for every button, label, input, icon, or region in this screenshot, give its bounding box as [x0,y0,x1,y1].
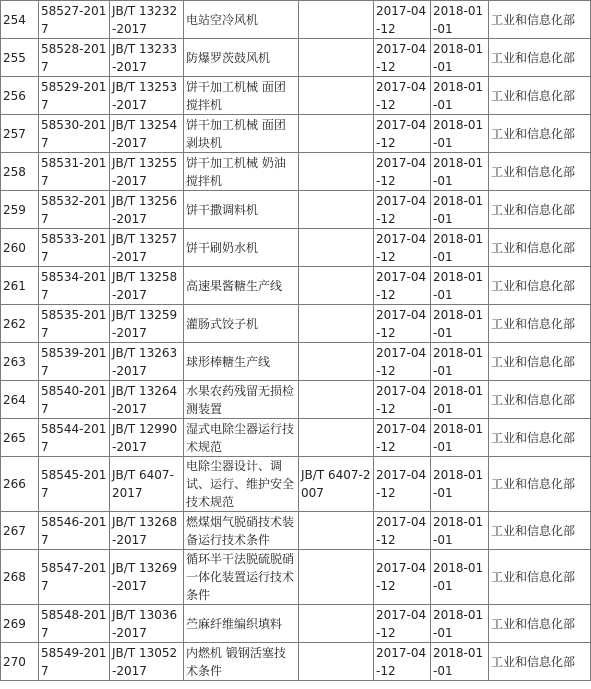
row-number-cell: 264 [1,381,39,419]
implement-date-cell: 2018-01-01 [431,457,489,512]
implement-date-cell: 2018-01-01 [431,419,489,457]
department-cell: 工业和信息化部 [489,153,591,191]
standard-name-cell: 饼干撒调料机 [184,191,299,229]
standard-name-cell: 内燃机 锻钢活塞技术条件 [184,643,299,681]
department-cell: 工业和信息化部 [489,77,591,115]
implement-date-cell: 2018-01-01 [431,512,489,550]
replaced-standard-cell [299,381,374,419]
row-number-cell: 263 [1,343,39,381]
table-row [1,153,591,191]
standard-name-cell: 湿式电除尘器运行技术规范 [184,419,299,457]
standard-code-cell: JB/T 13264-2017 [110,381,184,419]
row-number-cell: 267 [1,512,39,550]
department-cell: 工业和信息化部 [489,39,591,77]
table-row [1,512,591,550]
publish-date-cell: 2017-04-12 [374,457,431,512]
plan-number-cell: 58533-2017 [39,229,110,267]
plan-number-cell: 58547-2017 [39,550,110,605]
standard-name-cell: 苎麻纤维编织填料 [184,605,299,643]
table-row [1,191,591,229]
replaced-standard-cell [299,77,374,115]
standard-code-cell: JB/T 13268-2017 [110,512,184,550]
row-number-cell: 265 [1,419,39,457]
standard-code-cell: JB/T 13258-2017 [110,267,184,305]
replaced-standard-cell [299,39,374,77]
publish-date-cell: 2017-04-12 [374,267,431,305]
standard-name-cell: 循环半干法脱硫脱硝一体化装置运行技术条件 [184,550,299,605]
standard-code-cell: JB/T 13257-2017 [110,229,184,267]
replaced-standard-cell [299,153,374,191]
plan-number-cell: 58528-2017 [39,39,110,77]
standard-code-cell: JB/T 6407-2017 [110,457,184,512]
department-cell: 工业和信息化部 [489,381,591,419]
standard-code-cell: JB/T 13254-2017 [110,115,184,153]
publish-date-cell: 2017-04-12 [374,153,431,191]
department-cell: 工业和信息化部 [489,229,591,267]
table-row [1,550,591,605]
department-cell: 工业和信息化部 [489,1,591,39]
plan-number-cell: 58531-2017 [39,153,110,191]
standard-code-cell: JB/T 13233-2017 [110,39,184,77]
replaced-standard-cell [299,115,374,153]
plan-number-cell: 58535-2017 [39,305,110,343]
publish-date-cell: 2017-04-12 [374,381,431,419]
department-cell: 工业和信息化部 [489,115,591,153]
row-number-cell: 260 [1,229,39,267]
row-number-cell: 257 [1,115,39,153]
table-row [1,605,591,643]
plan-number-cell: 58539-2017 [39,343,110,381]
table-row [1,343,591,381]
row-number-cell: 266 [1,457,39,512]
standard-code-cell: JB/T 13269-2017 [110,550,184,605]
replaced-standard-cell [299,512,374,550]
standard-name-cell: 球形棒糖生产线 [184,343,299,381]
standard-code-cell: JB/T 13256-2017 [110,191,184,229]
department-cell: 工业和信息化部 [489,267,591,305]
department-cell: 工业和信息化部 [489,457,591,512]
implement-date-cell: 2018-01-01 [431,605,489,643]
department-cell: 工业和信息化部 [489,343,591,381]
standard-name-cell: 饼干刷奶水机 [184,229,299,267]
standard-name-cell: 防爆罗茨鼓风机 [184,39,299,77]
row-number-cell: 254 [1,1,39,39]
publish-date-cell: 2017-04-12 [374,643,431,681]
standard-code-cell: JB/T 13232-2017 [110,1,184,39]
table-row [1,39,591,77]
implement-date-cell: 2018-01-01 [431,39,489,77]
replaced-standard-cell [299,643,374,681]
implement-date-cell: 2018-01-01 [431,381,489,419]
row-number-cell: 256 [1,77,39,115]
row-number-cell: 261 [1,267,39,305]
standard-name-cell: 电除尘器设计、调试、运行、维护安全技术规范 [184,457,299,512]
plan-number-cell: 58530-2017 [39,115,110,153]
row-number-cell: 255 [1,39,39,77]
plan-number-cell: 58540-2017 [39,381,110,419]
table-body [1,1,591,681]
table-row [1,305,591,343]
publish-date-cell: 2017-04-12 [374,229,431,267]
standard-name-cell: 高速果酱糖生产线 [184,267,299,305]
publish-date-cell: 2017-04-12 [374,1,431,39]
implement-date-cell: 2018-01-01 [431,267,489,305]
row-number-cell: 258 [1,153,39,191]
row-number-cell: 269 [1,605,39,643]
plan-number-cell: 58548-2017 [39,605,110,643]
table-row [1,381,591,419]
department-cell: 工业和信息化部 [489,643,591,681]
publish-date-cell: 2017-04-12 [374,77,431,115]
replaced-standard-cell [299,419,374,457]
plan-number-cell: 58534-2017 [39,267,110,305]
replaced-standard-cell [299,550,374,605]
department-cell: 工业和信息化部 [489,419,591,457]
implement-date-cell: 2018-01-01 [431,550,489,605]
replaced-standard-cell [299,605,374,643]
standard-name-cell: 燃煤烟气脱硝技术装备运行技术条件 [184,512,299,550]
implement-date-cell: 2018-01-01 [431,77,489,115]
standard-code-cell: JB/T 13036-2017 [110,605,184,643]
row-number-cell: 270 [1,643,39,681]
replaced-standard-cell [299,1,374,39]
department-cell: 工业和信息化部 [489,550,591,605]
publish-date-cell: 2017-04-12 [374,343,431,381]
standard-name-cell: 饼干加工机械 奶油搅拌机 [184,153,299,191]
plan-number-cell: 58527-2017 [39,1,110,39]
plan-number-cell: 58549-2017 [39,643,110,681]
plan-number-cell: 58532-2017 [39,191,110,229]
standard-code-cell: JB/T 13259-2017 [110,305,184,343]
department-cell: 工业和信息化部 [489,512,591,550]
replaced-standard-cell [299,267,374,305]
standard-code-cell: JB/T 13253-2017 [110,77,184,115]
implement-date-cell: 2018-01-01 [431,643,489,681]
publish-date-cell: 2017-04-12 [374,550,431,605]
implement-date-cell: 2018-01-01 [431,343,489,381]
replaced-standard-cell [299,229,374,267]
standard-name-cell: 水果农药残留无损检测装置 [184,381,299,419]
plan-number-cell: 58546-2017 [39,512,110,550]
standard-code-cell: JB/T 13263-2017 [110,343,184,381]
replaced-standard-cell: JB/T 6407-2007 [299,457,374,512]
standard-name-cell: 饼干加工机械 面团剥块机 [184,115,299,153]
implement-date-cell: 2018-01-01 [431,1,489,39]
implement-date-cell: 2018-01-01 [431,191,489,229]
table-row [1,1,591,39]
replaced-standard-cell [299,191,374,229]
plan-number-cell: 58529-2017 [39,77,110,115]
table-row [1,115,591,153]
table-row [1,643,591,681]
replaced-standard-cell [299,343,374,381]
standard-code-cell: JB/T 12990-2017 [110,419,184,457]
publish-date-cell: 2017-04-12 [374,419,431,457]
publish-date-cell: 2017-04-12 [374,39,431,77]
department-cell: 工业和信息化部 [489,605,591,643]
row-number-cell: 262 [1,305,39,343]
table-row [1,419,591,457]
implement-date-cell: 2018-01-01 [431,115,489,153]
row-number-cell: 268 [1,550,39,605]
row-number-cell: 259 [1,191,39,229]
table-row [1,229,591,267]
plan-number-cell: 58545-2017 [39,457,110,512]
replaced-standard-cell [299,305,374,343]
table-row [1,77,591,115]
plan-number-cell: 58544-2017 [39,419,110,457]
publish-date-cell: 2017-04-12 [374,305,431,343]
standard-name-cell: 电站空冷风机 [184,1,299,39]
implement-date-cell: 2018-01-01 [431,229,489,267]
table-row [1,457,591,512]
implement-date-cell: 2018-01-01 [431,153,489,191]
table-row [1,267,591,305]
department-cell: 工业和信息化部 [489,305,591,343]
standard-code-cell: JB/T 13052-2017 [110,643,184,681]
publish-date-cell: 2017-04-12 [374,191,431,229]
publish-date-cell: 2017-04-12 [374,605,431,643]
standard-code-cell: JB/T 13255-2017 [110,153,184,191]
implement-date-cell: 2018-01-01 [431,305,489,343]
publish-date-cell: 2017-04-12 [374,512,431,550]
publish-date-cell: 2017-04-12 [374,115,431,153]
standard-name-cell: 饼干加工机械 面团搅拌机 [184,77,299,115]
standard-name-cell: 灌肠式饺子机 [184,305,299,343]
department-cell: 工业和信息化部 [489,191,591,229]
